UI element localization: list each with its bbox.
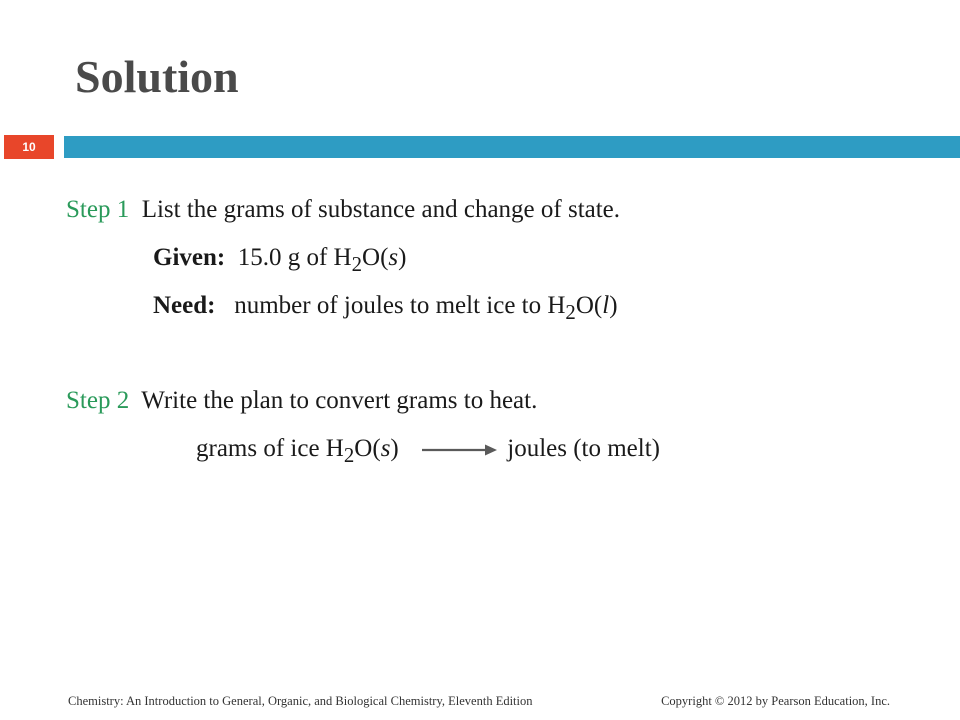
need-subscript: 2 [565, 300, 576, 324]
footer-book-title: Chemistry: An Introduction to General, Organic, and Biological Chemistry, Eleventh Edition [68, 694, 533, 708]
given-text: 15.0 g of H [237, 244, 352, 271]
plan-right: joules (to melt) [507, 435, 660, 462]
need-label: Need: [153, 292, 216, 319]
plan-left: grams of ice H [196, 435, 344, 462]
plan-subscript: 2 [343, 443, 355, 467]
step2-label: Step 2 [66, 387, 130, 414]
given-subscript: 2 [351, 252, 363, 276]
given-state: s [388, 244, 399, 271]
plan-tail: O( [354, 435, 381, 462]
given-label: Given: [153, 244, 226, 271]
slide-title: Solution [75, 51, 239, 102]
header-accent-bar [64, 136, 960, 158]
need-text: number of joules to melt ice to H [234, 292, 566, 319]
step2-line [66, 387, 537, 415]
need-state: l [602, 292, 610, 319]
need-tail: O( [575, 292, 603, 319]
footer-copyright: Copyright © 2012 by Pearson Education, Inc. [661, 694, 890, 708]
step1-label: Step 1 [66, 196, 130, 223]
plan-state: s [380, 435, 391, 462]
slide-number: 10 [22, 140, 36, 154]
step1-text: List the grams of substance and change of state. [141, 196, 621, 223]
given-tail: O( [362, 244, 389, 271]
right-arrow-icon [421, 442, 497, 458]
step1-line [66, 196, 620, 224]
plan-close: ) [390, 435, 399, 462]
need-close: ) [609, 292, 618, 319]
step2-text: Write the plan to convert grams to heat. [141, 387, 538, 414]
given-line [153, 244, 406, 277]
slide-number-badge [4, 135, 54, 159]
need-line [153, 292, 618, 325]
plan-line [196, 435, 660, 468]
given-close: ) [398, 244, 407, 271]
